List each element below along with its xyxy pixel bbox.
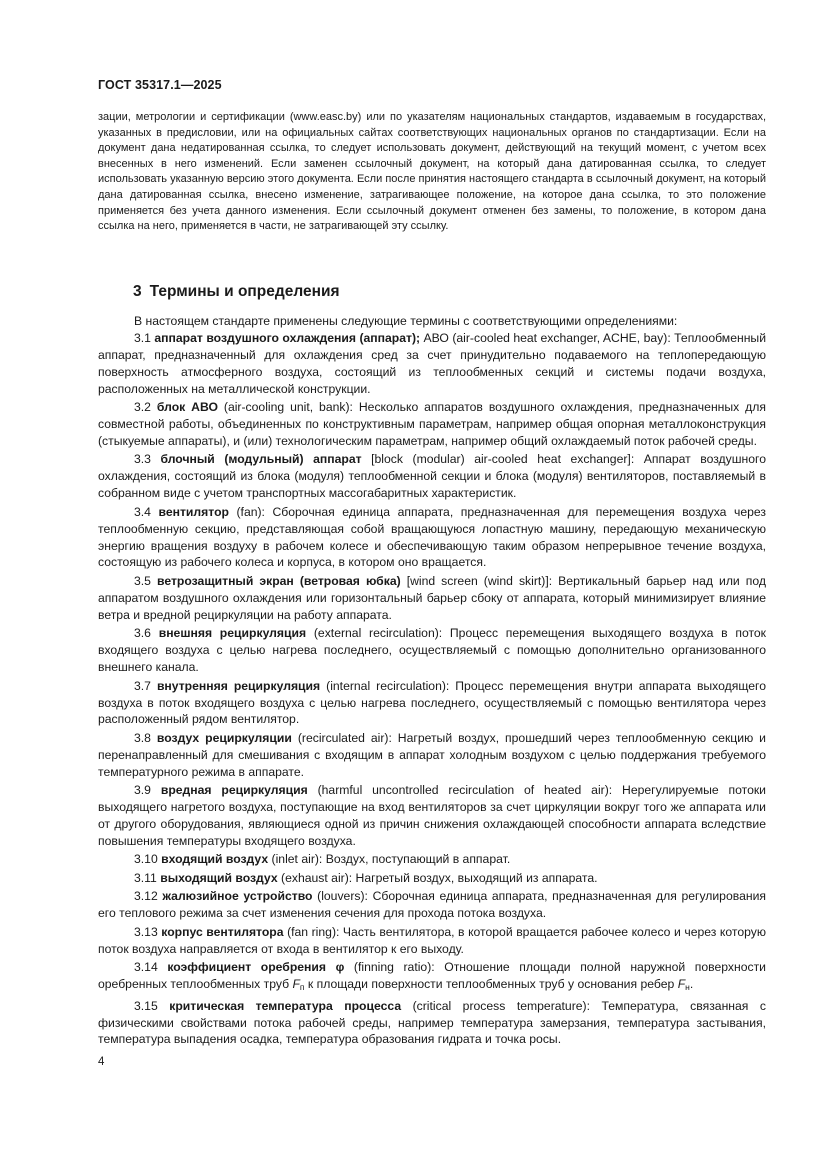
term-name: блок АВО <box>156 400 218 415</box>
term-number: 3.10 <box>134 852 158 867</box>
term-3-7 <box>98 678 766 729</box>
term-name: входящий воздух <box>161 852 269 867</box>
reference-paragraph <box>98 110 766 235</box>
term-name: вредная рециркуляция <box>160 783 308 798</box>
term-name: жалюзийное устройство <box>162 889 313 904</box>
term-number: 3.7 <box>134 678 151 693</box>
term-definition: (louvers): Сборочная единица аппарата, предназначенная для регулирования его теплового режима за счет изменения сечения для прохода потока воздуха. <box>98 889 766 921</box>
term-number: 3.14 <box>134 960 158 975</box>
term-3-6 <box>98 625 766 676</box>
term-3-4 <box>98 504 766 572</box>
term-name: критическая температура процесса <box>169 998 402 1013</box>
term-number: 3.8 <box>134 730 151 745</box>
term-3-1 <box>98 330 766 398</box>
subscript-n: н <box>685 982 690 993</box>
term-number: 3.9 <box>134 783 151 798</box>
section-number: 3 <box>133 283 142 300</box>
section-title: Термины и определения <box>149 283 340 300</box>
term-3-13 <box>98 924 766 958</box>
term-number: 3.11 <box>134 870 157 885</box>
term-number: 3.5 <box>134 573 151 588</box>
term-definition: (air-cooling unit, bank): Несколько аппаратов воздушного охлаждения, предназначенных для совместной работы, объединенных по конструктивным параметрам, например общая опорная металлоконструкция (стыкуемые аппараты), и (или) технологическим параметрам, например общий охлаждаемый поток рабочей среды. <box>98 400 767 448</box>
section-heading <box>133 283 340 301</box>
term-number: 3.12 <box>134 889 158 904</box>
term-definition: (finning ratio): Отношение площади полной наружной поверхности оребренных теплообменных труб <box>98 960 766 992</box>
term-definition: [block (modular) air-cooled heat exchanger]: Аппарат воздушного охлаждения, состоящий из блока (модуля) теплообменной секции и блока (модуля) вентиляторов, поставляемый в собранном виде с учетом транспортных массогабаритных характеристик. <box>98 452 766 501</box>
term-definition: (fan): Сборочная единица аппарата, предназначенная для перемещения воздуха через теплообменную секцию, представляющая собой вращающуюся лопастную машину, передающую механическую энергию вращения воздуху в рабочем колесе и обеспечивающую таким образом непрерывное течение воздуха, состоящую из рабочего колеса и корпуса, в котором оно вращается. <box>98 504 766 570</box>
term-number: 3.15 <box>134 998 158 1013</box>
subscript-p: п <box>299 982 305 993</box>
term-definition: (inlet air): Воздух, поступающий в аппарат. <box>268 852 511 867</box>
term-definition: [wind screen (wind skirt)]: Вертикальный барьер над или под аппаратом воздушного охлаждения или горизонтальный барьер сбоку от аппарата, который минимизирует влияние ветра и вредной рециркуляции на работу аппарата. <box>98 573 766 622</box>
term-definition: (harmful uncontrolled recirculation of heated air): Нерегулируемые потоки выходящего нагретого воздуха, поступающие на вход вентиляторов за счет циркуляции вокруг того же аппарата или от другого оборудования, являющиеся одной из причин снижения охлаждающей способности аппарата вследствие повышения температуры входящего воздуха. <box>98 783 766 848</box>
term-definition: (critical process temperature): Температура, связанная с физическими свойствами потока рабочей среды, например температура замерзания, температура застывания, температура выпадения осадка, температура образования гидрата и точка росы. <box>98 998 766 1047</box>
term-name: аппарат воздушного охлаждения (аппарат); <box>154 330 421 345</box>
term-definition: (internal recirculation): Процесс перемещения внутри аппарата выходящего воздуха в поток входящего воздуха с целью нагрева последнего, осуществляемый с помощью вентилятора через расположенный рядом вентилятор. <box>98 678 766 727</box>
term-name: блочный (модульный) аппарат <box>160 452 362 467</box>
term-3-8 <box>98 730 766 781</box>
term-number: 3.6 <box>134 626 151 641</box>
term-name: коэффициент оребрения φ <box>167 960 345 975</box>
term-definition: (recirculated air): Нагретый воздух, прошедший через теплообменную секцию и перенаправленный для смешивания с входящим в аппарат холодным воздухом с целью поддержания требуемого температурного режима в аппарате. <box>98 730 766 779</box>
term-definition-cont: к площади поверхности теплообменных труб у основания ребер <box>304 977 678 992</box>
term-name: ветрозащитный экран (ветровая юбка) <box>157 573 401 588</box>
document-code: ГОСТ 35317.1—2025 <box>98 78 222 92</box>
term-3-12 <box>98 888 766 922</box>
term-definition-end: . <box>689 977 694 992</box>
term-name: выходящий воздух <box>160 870 278 885</box>
term-3-11 <box>98 870 766 887</box>
symbol-f: F <box>292 977 300 992</box>
term-3-3 <box>98 451 766 502</box>
page-number: 4 <box>98 1056 105 1068</box>
term-name: воздух рециркуляции <box>156 730 292 745</box>
term-number: 3.4 <box>134 504 151 519</box>
term-3-10 <box>98 851 766 868</box>
term-3-5 <box>98 573 766 624</box>
term-name: вентилятор <box>158 504 229 519</box>
term-number: 3.3 <box>134 452 151 467</box>
term-number: 3.2 <box>134 400 151 415</box>
term-3-14 <box>98 959 766 996</box>
term-definition: (fan ring): Часть вентилятора, в которой вращается рабочее колесо и через которую поток воздуха направляется от входа в вентилятор к его выходу. <box>98 924 766 956</box>
term-name: внутренняя рециркуляция <box>156 678 321 693</box>
term-name: корпус вентилятора <box>161 924 284 939</box>
term-name: внешняя рециркуляция <box>158 626 307 641</box>
term-3-2 <box>98 399 766 450</box>
term-3-9 <box>98 782 766 850</box>
section-body <box>98 313 766 1050</box>
term-number: 3.13 <box>134 924 158 939</box>
term-3-15 <box>98 998 766 1049</box>
term-definition: АВО (air-cooled heat exchanger, ACHE, bay): Теплообменный аппарат, предназначенный для охлаждения сред за счет принудительно подаваемого на теплопередающую поверхность атмосферного воздуха, состоящий из теплообменных секций и системы подачи воздуха, расположенных на металлической конструкции. <box>98 330 766 396</box>
reference-text: зации, метрологии и сертификации (www.easc.by) или по указателям национальных стандартов, издаваемым в государствах, указанных в предисловии, или на официальных сайтах соответствующих национальных органов по стандартизации. Если на документ дана недатированная ссылка, то следует использовать документ, действующий на текущий момент, с учетом всех внесенных в него изменений. Если заменен ссылочный документ, на который дана датированная ссылка, то следует использовать указанную версию этого документа. Если после принятия настоящего стандарта в ссылочный документ, на который дана датированная ссылка, внесено изменение, затрагивающее положение, на которое дана ссылка, то это положение применяется без учета данного изменения. Если ссылочный документ отменен без замены, то положение, в котором дана ссылка на него, применяется в части, не затрагивающей эту ссылку. <box>98 111 766 233</box>
symbol-f: F <box>677 977 686 992</box>
section-lead: В настоящем стандарте применены следующие термины с соответствующими определениями: <box>134 314 678 328</box>
term-number: 3.1 <box>134 330 151 345</box>
term-definition: (external recirculation): Процесс перемещения выходящего воздуха в поток входящего воздуха с целью нагрева последнего, осуществляемый с помощью дополнительно организованного внешнего канала. <box>98 626 767 675</box>
term-definition: (exhaust air): Нагретый воздух, выходящий из аппарата. <box>277 870 598 885</box>
